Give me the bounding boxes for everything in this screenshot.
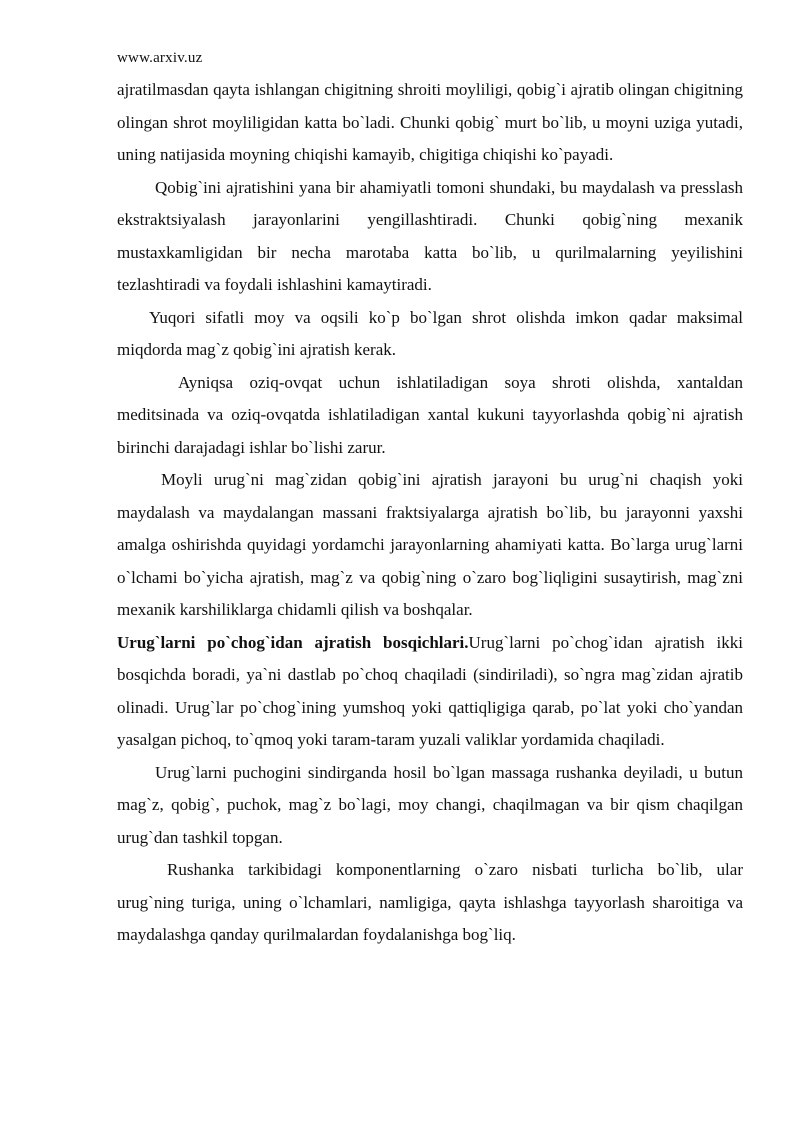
paragraph-5: Moyli urug`ni mag`zidan qobig`ini ajratish jarayoni bu urug`ni chaqish yoki maydalash va maydalangan massani fraktsiyalarga ajratish bo`lib, bu jarayonni yaxshi amalga oshirishda quyidagi yordamchi jarayonlarning ahamiyati katta. Bo`larga urug`larni o`lchami bo`yicha ajratish, mag`z va qobig`ning o`zaro bog`liqligini susaytirish, mag`zni mexanik karshiliklarga chidamli qilish va boshqalar.	[117, 470, 743, 619]
paragraph-1: ajratilmasdan qayta ishlangan chigitning shroiti moyliligi, qobig`i ajratib olingan chigitning olingan shrot moyliligidan katta bo`ladi. Chunki qobig` murt bo`lib, u moyni uziga yutadi, uning natijasida moyning chiqishi kamayib, chigitiga chiqishi ko`payadi.	[117, 80, 743, 164]
paragraph-7: Urug`larni puchogini sindirganda hosil bo`lgan massaga rushanka deyiladi, u butun mag`z, qobig`, puchok, mag`z bo`lagi, moy changi, chaqilmagan va bir qism chaqilgan urug`dan tashkil topgan.	[117, 762, 743, 847]
section-heading: Urug`larni po`chog`idan ajratish bosqichlari.	[117, 632, 469, 652]
paragraph-3: Yuqori sifatli moy va oqsili ko`p bo`lgan shrot olishda imkon qadar maksimal miqdorda mag`z qobig`ini ajratish kerak.	[117, 307, 743, 359]
paragraph-2: Qobig`ini ajratishini yana bir ahamiyatli tomoni shundaki, bu maydalash va presslash ekstraktsiyalash jarayonlarini yengillashtiradi. Chunki qobig`ning mexanik mustaxkamligidan bir necha marotaba katta bo`lib, u qurilmalarning yeyilishini tezlashtiradi va foydali ishlashini kamaytiradi.	[117, 177, 743, 294]
site-header: www.arxiv.uz	[117, 50, 203, 66]
paragraph-8: Rushanka tarkibidagi komponentlarning o`zaro nisbati turlicha bo`lib, ular urug`ning turiga, uning o`lchamlari, namligiga, qayta ishlashga tayyorlash sharoitiga va maydalashga qanday qurilmalardan foydalanishga bog`liq.	[117, 860, 743, 944]
paragraph-4: Ayniqsa oziq-ovqat uchun ishlatiladigan soya shroti olishda, xantaldan meditsinada va oziq-ovqatda ishlatiladigan xantal kukuni tayyorlashda qobig`ni ajratish birinchi darajadagi ishlar bo`lishi zarur.	[117, 372, 743, 457]
document-body	[117, 74, 743, 952]
paragraph-6-text: Urug`larni po`chog`idan ajratish ikki bosqichda boradi, ya`ni dastlab po`choq chaqiladi (sindiriladi), so`ngra mag`zidan ajratib olinadi. Urug`lar po`chog`ining yumshoq yoki qattiqligiga qarab, po`lat yoki cho`yandan yasalgan pichoq, to`qmoq yoki taram-taram yuzali valiklar yordamida chaqiladi.	[117, 632, 743, 749]
paragraph-6	[117, 627, 743, 757]
